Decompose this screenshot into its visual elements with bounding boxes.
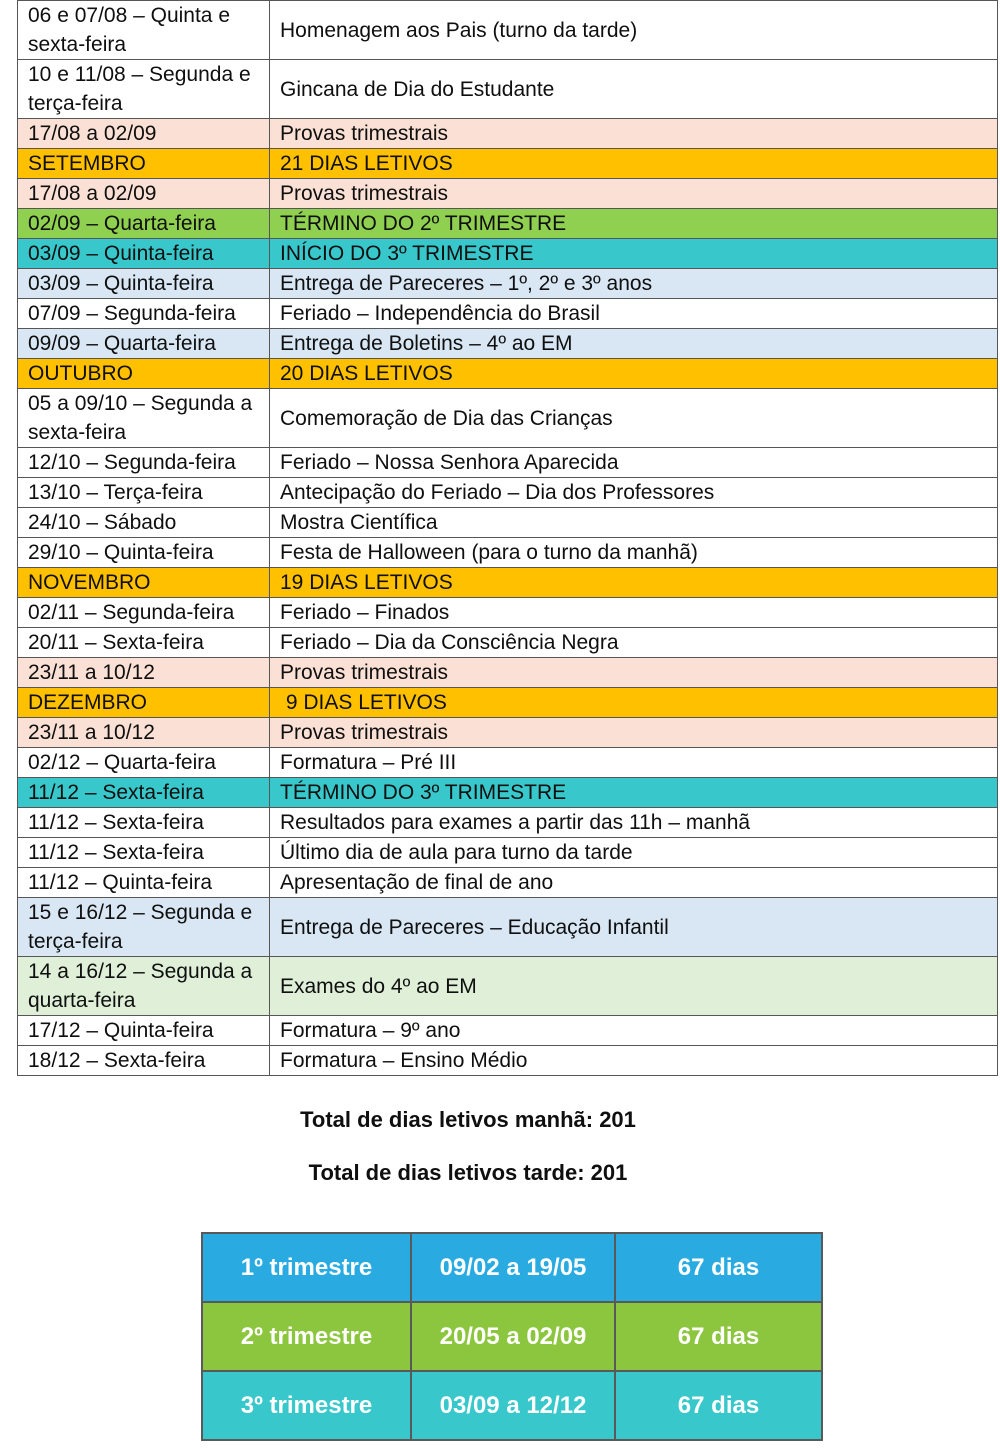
date-cell: 02/12 – Quarta-feira: [18, 748, 270, 778]
trimester-label-cell: 2º trimestre: [202, 1302, 411, 1371]
date-cell: 10 e 11/08 – Segunda e terça-feira: [18, 60, 270, 119]
date-cell: 11/12 – Sexta-feira: [18, 838, 270, 868]
calendar-row: [18, 299, 998, 329]
event-cell: 9 DIAS LETIVOS: [270, 688, 998, 718]
event-cell: TÉRMINO DO 3º TRIMESTRE: [270, 778, 998, 808]
date-cell: 14 a 16/12 – Segunda a quarta-feira: [18, 957, 270, 1016]
trimester-label-cell: 1º trimestre: [202, 1233, 411, 1302]
date-cell: 11/12 – Quinta-feira: [18, 868, 270, 898]
calendar-row: [18, 778, 998, 808]
trimester-label-cell: 3º trimestre: [202, 1371, 411, 1440]
event-cell: TÉRMINO DO 2º TRIMESTRE: [270, 209, 998, 239]
trimester-days-cell: 67 dias: [615, 1371, 822, 1440]
trimester-row: [202, 1371, 822, 1440]
event-cell: Provas trimestrais: [270, 179, 998, 209]
event-cell: Formatura – 9º ano: [270, 1016, 998, 1046]
event-cell: Entrega de Boletins – 4º ao EM: [270, 329, 998, 359]
date-cell: 11/12 – Sexta-feira: [18, 808, 270, 838]
event-cell: 21 DIAS LETIVOS: [270, 149, 998, 179]
date-cell: 11/12 – Sexta-feira: [18, 778, 270, 808]
calendar-row: [18, 1046, 998, 1076]
trimester-period-cell: 09/02 a 19/05: [411, 1233, 615, 1302]
event-cell: Gincana de Dia do Estudante: [270, 60, 998, 119]
calendar-row: [18, 389, 998, 448]
date-cell: DEZEMBRO: [18, 688, 270, 718]
calendar-row: [18, 269, 998, 299]
event-cell: 20 DIAS LETIVOS: [270, 359, 998, 389]
date-cell: 18/12 – Sexta-feira: [18, 1046, 270, 1076]
calendar-row: [18, 478, 998, 508]
trimester-row: [202, 1302, 822, 1371]
calendar-row: [18, 748, 998, 778]
calendar-row: [18, 838, 998, 868]
date-cell: 13/10 – Terça-feira: [18, 478, 270, 508]
calendar-row: [18, 179, 998, 209]
calendar-row: [18, 508, 998, 538]
date-cell: 03/09 – Quinta-feira: [18, 239, 270, 269]
event-cell: Entrega de Pareceres – 1º, 2º e 3º anos: [270, 269, 998, 299]
event-cell: INÍCIO DO 3º TRIMESTRE: [270, 239, 998, 269]
date-cell: 17/12 – Quinta-feira: [18, 1016, 270, 1046]
trimester-table-body: [202, 1233, 822, 1440]
event-cell: Provas trimestrais: [270, 718, 998, 748]
event-cell: Feriado – Nossa Senhora Aparecida: [270, 448, 998, 478]
calendar-row: [18, 808, 998, 838]
event-cell: Apresentação de final de ano: [270, 868, 998, 898]
event-cell: Exames do 4º ao EM: [270, 957, 998, 1016]
calendar-row: [18, 329, 998, 359]
date-cell: 02/09 – Quarta-feira: [18, 209, 270, 239]
date-cell: 24/10 – Sábado: [18, 508, 270, 538]
trimester-summary-table: [201, 1232, 823, 1441]
calendar-row: [18, 718, 998, 748]
calendar-row: [18, 658, 998, 688]
calendar-row: [18, 448, 998, 478]
date-cell: 20/11 – Sexta-feira: [18, 628, 270, 658]
calendar-row: [18, 628, 998, 658]
date-cell: 12/10 – Segunda-feira: [18, 448, 270, 478]
date-cell: 03/09 – Quinta-feira: [18, 269, 270, 299]
event-cell: Provas trimestrais: [270, 658, 998, 688]
date-cell: SETEMBRO: [18, 149, 270, 179]
event-cell: Comemoração de Dia das Crianças: [270, 389, 998, 448]
event-cell: Formatura – Ensino Médio: [270, 1046, 998, 1076]
date-cell: 23/11 a 10/12: [18, 718, 270, 748]
event-cell: Formatura – Pré III: [270, 748, 998, 778]
event-cell: Resultados para exames a partir das 11h – manhã: [270, 808, 998, 838]
school-calendar-table: [17, 0, 998, 1076]
calendar-row: [18, 957, 998, 1016]
date-cell: 05 a 09/10 – Segunda a sexta-feira: [18, 389, 270, 448]
calendar-row: [18, 60, 998, 119]
date-cell: OUTUBRO: [18, 359, 270, 389]
trimester-period-cell: 20/05 a 02/09: [411, 1302, 615, 1371]
total-morning-text: Total de dias letivos manhã: 201: [300, 1107, 636, 1132]
event-cell: Festa de Halloween (para o turno da manhã): [270, 538, 998, 568]
calendar-row: [18, 898, 998, 957]
calendar-row: [18, 1, 998, 60]
event-cell: Feriado – Finados: [270, 598, 998, 628]
date-cell: 29/10 – Quinta-feira: [18, 538, 270, 568]
event-cell: Antecipação do Feriado – Dia dos Professores: [270, 478, 998, 508]
calendar-row: [18, 119, 998, 149]
trimester-row: [202, 1233, 822, 1302]
event-cell: 19 DIAS LETIVOS: [270, 568, 998, 598]
date-cell: 07/09 – Segunda-feira: [18, 299, 270, 329]
date-cell: 09/09 – Quarta-feira: [18, 329, 270, 359]
event-cell: Entrega de Pareceres – Educação Infantil: [270, 898, 998, 957]
calendar-row: [18, 598, 998, 628]
date-cell: 06 e 07/08 – Quinta e sexta-feira: [18, 1, 270, 60]
event-cell: Provas trimestrais: [270, 119, 998, 149]
totals-block: [0, 1107, 936, 1186]
date-cell: 23/11 a 10/12: [18, 658, 270, 688]
event-cell: Mostra Científica: [270, 508, 998, 538]
date-cell: 17/08 a 02/09: [18, 179, 270, 209]
calendar-row: [18, 868, 998, 898]
calendar-row: [18, 239, 998, 269]
trimester-days-cell: 67 dias: [615, 1233, 822, 1302]
trimester-days-cell: 67 dias: [615, 1302, 822, 1371]
calendar-row: [18, 209, 998, 239]
calendar-row: [18, 359, 998, 389]
calendar-row: [18, 149, 998, 179]
event-cell: Homenagem aos Pais (turno da tarde): [270, 1, 998, 60]
calendar-row: [18, 568, 998, 598]
event-cell: Feriado – Independência do Brasil: [270, 299, 998, 329]
event-cell: Último dia de aula para turno da tarde: [270, 838, 998, 868]
date-cell: 15 e 16/12 – Segunda e terça-feira: [18, 898, 270, 957]
date-cell: NOVEMBRO: [18, 568, 270, 598]
trimester-period-cell: 03/09 a 12/12: [411, 1371, 615, 1440]
event-cell: Feriado – Dia da Consciência Negra: [270, 628, 998, 658]
calendar-row: [18, 688, 998, 718]
date-cell: 17/08 a 02/09: [18, 119, 270, 149]
calendar-row: [18, 538, 998, 568]
calendar-row: [18, 1016, 998, 1046]
total-afternoon-text: Total de dias letivos tarde: 201: [308, 1160, 628, 1185]
calendar-table-body: [18, 1, 998, 1076]
date-cell: 02/11 – Segunda-feira: [18, 598, 270, 628]
